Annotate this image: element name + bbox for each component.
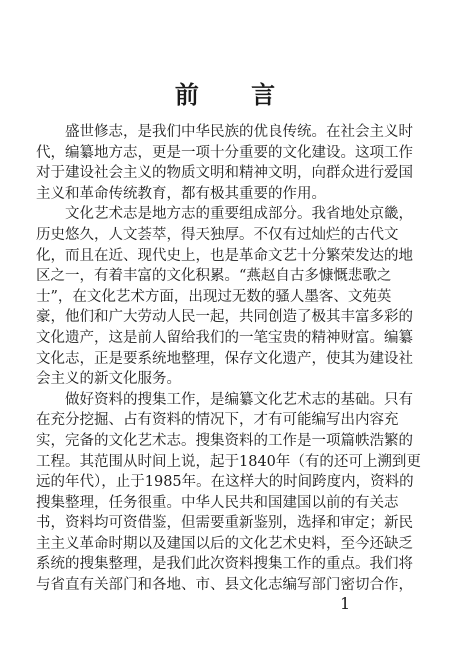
text-line: 主义和革命传统教育，都有极其重要的作用。 [36,185,326,202]
text-line: 工程。其范围从时间上说，起于1840年（有的还可上溯到更 [36,453,421,470]
text-line: 盛世修志，是我们中华民族的优良传统。在社会主义时 [36,124,413,140]
text-line: 豪，他们和广大劳动人民一起，共同创造了极其丰富多彩的 [36,309,413,326]
text-line: 与省直有关部门和各地、市、县文化志编写部门密切合作， [36,577,413,594]
text-line: 代，编纂地方志，更是一项十分重要的文化建设。这项工作 [36,144,413,161]
text-line: 士”，在文化艺术方面，出现过无数的骚人墨客、文苑英 [36,288,392,305]
text-line: 搜集整理，任务很重。中华人民共和国建国以前的有关志 [36,494,399,511]
text-line: 对于建设社会主义的物质文明和精神文明，向群众进行爱国 [36,165,413,182]
text-line: 区之一，有着丰富的文化积累。“燕赵自古多慷慨悲歌之 [36,268,392,285]
text-line: 实，完备的文化艺术志。搜集资料的工作是一项篇帙浩繁的 [36,432,413,449]
text-line: 远的年代），止于1985年。在这样大的时间跨度内，资料的 [36,474,414,491]
text-line: 文化遗产，这是前人留给我们的一笔宝贵的精神财富。编纂 [36,329,413,346]
text-line: 会主义的新文化服务。 [36,371,181,388]
page-number: 1 [340,594,351,613]
page-title: 前 言 [174,80,298,109]
text-line: 化，而且在近、现代史上，也是革命文艺十分繁荣发达的地 [36,247,413,264]
body-text [36,122,432,596]
text-line: 做好资料的搜集工作，是编纂文化艺术志的基础。只有 [36,391,413,408]
text-line: 系统的搜集整理，是我们此次资料搜集工作的重点。我们将 [36,556,413,573]
text-line: 书，资料均可资借鉴，但需要重新鉴别，选择和审定；新民 [36,515,413,532]
text-line: 历史悠久，人文荟萃，得天独厚。不仅有过灿烂的古代文 [36,226,399,243]
text-line: 文化志，正是要系统地整理，保存文化遗产，使其为建设社 [36,350,413,367]
text-line: 主主义革命时期以及建国以后的文化艺术史料，至今还缺乏 [36,535,413,552]
text-line: 文化艺术志是地方志的重要组成部分。我省地处京畿， [36,206,413,223]
text-line: 在充分挖掘、占有资料的情况下，才有可能编写出内容充 [36,412,399,429]
